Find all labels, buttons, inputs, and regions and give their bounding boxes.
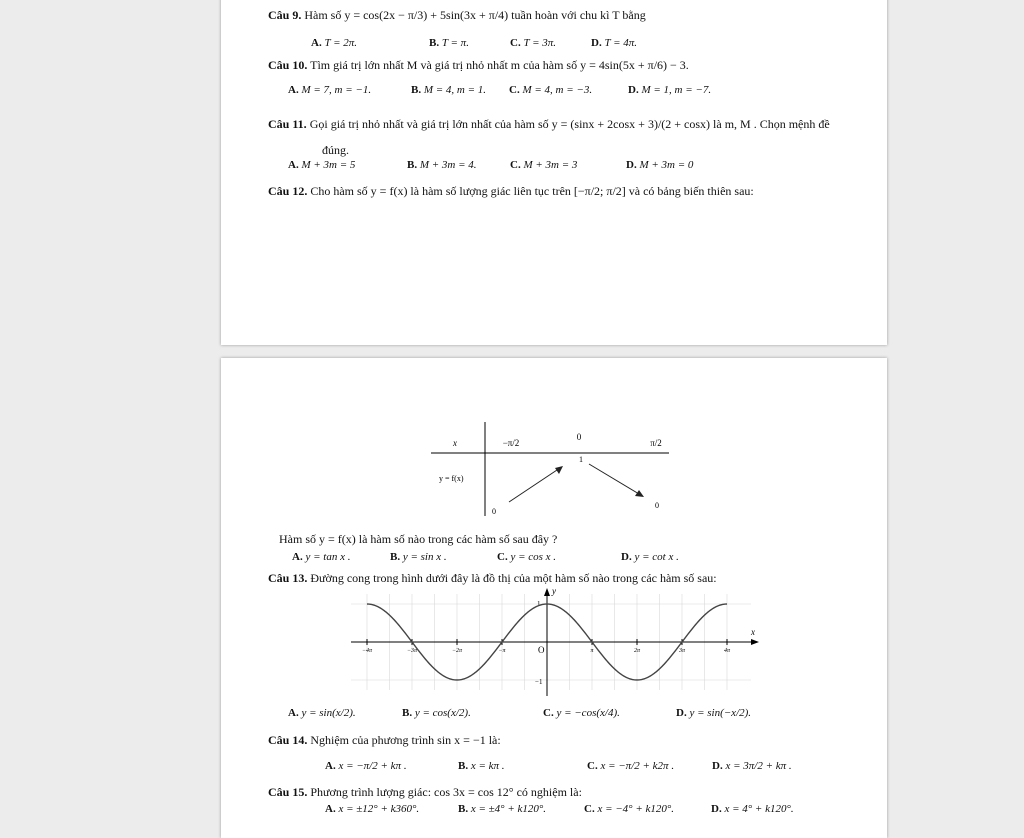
q14-option-a[interactable]: A. x = −π/2 + kπ .	[325, 760, 407, 772]
table-y-left: 0	[492, 507, 496, 516]
decreasing-arrow	[589, 464, 639, 494]
x-tick-label: 2π	[633, 648, 641, 654]
q13-option-a[interactable]: A. y = sin(x/2).	[288, 707, 356, 719]
question-11: Câu 11. Gọi giá trị nhỏ nhất và giá trị lớn nhất của hàm số y = (sinx + 2cosx + 3)/(2 + cosx) là m, M . Chọn mệnh đề	[268, 117, 830, 131]
x-axis-label: x	[751, 627, 755, 637]
x-tick-label: 3π	[678, 648, 686, 654]
y-axis-label: y	[552, 586, 556, 596]
table-y-label: y = f(x)	[439, 474, 464, 483]
document-page-1	[221, 0, 887, 345]
q15-option-b[interactable]: B. x = ±4° + k120°.	[458, 803, 547, 815]
q11-option-a[interactable]: A. M + 3m = 5	[288, 159, 356, 171]
decreasing-arrowhead	[635, 490, 644, 497]
q12-option-b[interactable]: B. y = sin x .	[390, 551, 447, 563]
q10-option-d[interactable]: D. M = 1, m = −7.	[628, 84, 712, 96]
document-page-2	[221, 358, 887, 838]
q10-option-c[interactable]: C. M = 4, m = −3.	[509, 84, 593, 96]
increasing-arrow	[509, 468, 560, 502]
q11-option-d[interactable]: D. M + 3m = 0	[626, 159, 694, 171]
q13-option-d[interactable]: D. y = sin(−x/2).	[676, 707, 752, 719]
q14-option-b[interactable]: B. x = kπ .	[458, 760, 505, 772]
table-x-label: x	[453, 438, 457, 448]
y-tick-1: 1	[537, 600, 541, 608]
question-11-continued: đúng.	[322, 143, 349, 157]
table-x-right: π/2	[650, 438, 662, 448]
q13-option-b[interactable]: B. y = cos(x/2).	[402, 707, 471, 719]
y-axis-arrowhead	[544, 588, 550, 596]
y-tick-minus-1: −1	[535, 678, 543, 686]
q10-option-a[interactable]: A. M = 7, m = −1.	[288, 84, 372, 96]
q9-option-b[interactable]: B. T = π.	[429, 37, 469, 49]
q11-option-c[interactable]: C. M + 3m = 3	[510, 159, 578, 171]
cosine-graph	[351, 586, 763, 698]
x-tick-label: 4π	[723, 648, 731, 654]
table-y-mid: 1	[579, 455, 583, 464]
origin-label: O	[538, 645, 545, 655]
x-axis-arrowhead	[751, 639, 759, 645]
q13-option-c[interactable]: C. y = −cos(x/4).	[543, 707, 620, 719]
x-tick-label: −4π	[361, 648, 373, 654]
x-tick-label: −π	[498, 648, 506, 654]
question-13: Câu 13. Đường cong trong hình dưới đây là đồ thị của một hàm số nào trong các hàm số sau:	[268, 571, 717, 585]
variation-table	[431, 418, 671, 518]
q15-option-c[interactable]: C. x = −4° + k120°.	[584, 803, 675, 815]
question-12-prompt: Hàm số y = f(x) là hàm số nào trong các hàm số sau đây ?	[279, 532, 558, 546]
table-x-left: −π/2	[502, 438, 520, 448]
q10-option-b[interactable]: B. M = 4, m = 1.	[411, 84, 487, 96]
q9-option-d[interactable]: D. T = 4π.	[591, 37, 638, 49]
x-tick-label: −3π	[406, 648, 418, 654]
question-14: Câu 14. Nghiệm của phương trình sin x = −1 là:	[268, 733, 501, 747]
q12-option-d[interactable]: D. y = cot x .	[621, 551, 679, 563]
question-9: Câu 9. Hàm số y = cos(2x − π/3) + 5sin(3x + π/4) tuần hoàn với chu kì T bằng	[268, 8, 646, 22]
question-15: Câu 15. Phương trình lượng giác: cos 3x = cos 12° có nghiệm là:	[268, 785, 582, 799]
x-tick-label: π	[590, 648, 594, 654]
q14-option-c[interactable]: C. x = −π/2 + k2π .	[587, 760, 675, 772]
question-12: Câu 12. Cho hàm số y = f(x) là hàm số lượng giác liên tục trên [−π/2; π/2] và có bảng biến thiên sau:	[268, 184, 754, 198]
x-tick-label: −2π	[451, 648, 463, 654]
q12-option-c[interactable]: C. y = cos x .	[497, 551, 557, 563]
q14-option-d[interactable]: D. x = 3π/2 + kπ .	[712, 760, 792, 772]
q11-option-b[interactable]: B. M + 3m = 4.	[407, 159, 477, 171]
table-x-mid: 0	[576, 432, 582, 442]
q15-option-a[interactable]: A. x = ±12° + k360°.	[325, 803, 420, 815]
question-10: Câu 10. Tìm giá trị lớn nhất M và giá trị nhỏ nhất m của hàm số y = 4sin(5x + π/6) − 3.	[268, 58, 689, 72]
q15-option-d[interactable]: D. x = 4° + k120°.	[711, 803, 794, 815]
q12-option-a[interactable]: A. y = tan x .	[292, 551, 351, 563]
q9-option-c[interactable]: C. T = 3π.	[510, 37, 557, 49]
table-y-right: 0	[655, 501, 659, 510]
q9-option-a[interactable]: A. T = 2π.	[311, 37, 358, 49]
x-tick-labels	[362, 639, 731, 654]
